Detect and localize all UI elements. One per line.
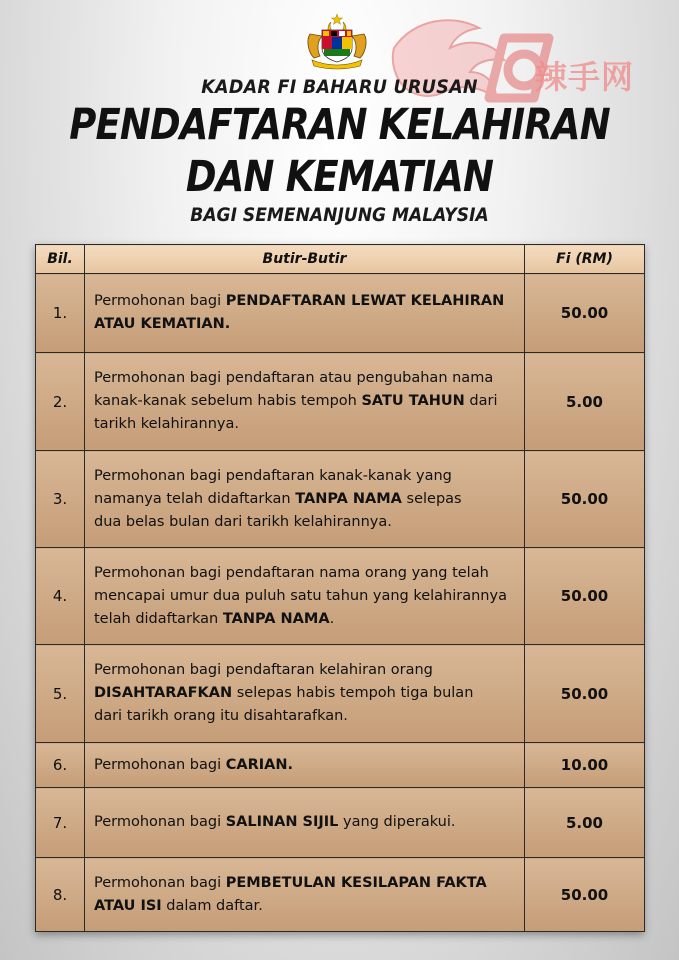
table-row bbox=[36, 645, 645, 743]
row-fee: 50.00 bbox=[525, 645, 645, 743]
text: kanak-kanak sebelum habis tempoh bbox=[94, 393, 362, 409]
row-number: 5. bbox=[36, 645, 85, 743]
header-bil: Bil. bbox=[36, 245, 85, 274]
bold-text: PENDAFTARAN LEWAT KELAHIRAN bbox=[225, 293, 505, 309]
text: dalam daftar. bbox=[161, 897, 263, 914]
bold-text: PEMBETULAN KESILAPAN FAKTA bbox=[225, 874, 487, 891]
table-row bbox=[36, 274, 645, 353]
row-number: 1. bbox=[36, 274, 85, 353]
text: dari tarikh orang itu disahtarafkan. bbox=[94, 708, 348, 724]
table-header-row bbox=[36, 245, 645, 274]
text: Permohonan bagi pendaftaran nama orang yang telah bbox=[94, 564, 489, 581]
header-butir: Butir-Butir bbox=[85, 245, 525, 274]
row-description bbox=[85, 353, 525, 451]
bold-text: SALINAN SIJIL bbox=[225, 814, 339, 830]
row-description bbox=[85, 788, 525, 858]
fee-table-container bbox=[35, 244, 644, 932]
row-number: 7. bbox=[36, 788, 85, 858]
row-fee: 50.00 bbox=[525, 451, 645, 548]
malaysia-coat-of-arms-icon bbox=[304, 12, 370, 70]
row-fee: 5.00 bbox=[525, 353, 645, 451]
text: telah didaftarkan bbox=[94, 610, 223, 627]
row-number: 8. bbox=[36, 858, 85, 932]
row-description bbox=[85, 858, 525, 932]
row-number: 3. bbox=[36, 451, 85, 548]
bold-text: ATAU ISI bbox=[94, 897, 162, 914]
row-fee: 5.00 bbox=[525, 788, 645, 858]
table-row bbox=[36, 548, 645, 645]
bold-text: SATU TAHUN bbox=[361, 393, 465, 409]
bold-text: DISAHTARAFKAN bbox=[94, 685, 233, 701]
table-row bbox=[36, 451, 645, 548]
text: dua belas bulan dari tarikh kelahirannya. bbox=[94, 513, 392, 530]
table-row bbox=[36, 353, 645, 451]
page-title-line-1: PENDAFTARAN KELAHIRAN bbox=[69, 100, 610, 150]
table-row bbox=[36, 858, 645, 932]
row-description bbox=[85, 743, 525, 788]
text: dari bbox=[464, 393, 498, 409]
row-number: 6. bbox=[36, 743, 85, 788]
row-description bbox=[85, 548, 525, 645]
text: selepas bbox=[401, 490, 462, 507]
watermark-text: 辣手网 bbox=[535, 58, 635, 96]
text: tarikh kelahirannya. bbox=[94, 416, 239, 432]
page-subtitle: BAGI SEMENANJUNG MALAYSIA bbox=[190, 204, 489, 226]
row-fee: 50.00 bbox=[525, 274, 645, 353]
row-fee: 10.00 bbox=[525, 743, 645, 788]
text: mencapai umur dua puluh satu tahun yang kelahirannya bbox=[94, 587, 507, 604]
text: namanya telah didaftarkan bbox=[94, 490, 296, 507]
table-row bbox=[36, 743, 645, 788]
bold-text: TANPA NAMA bbox=[222, 610, 330, 627]
text: Permohonan bagi pendaftaran atau pengubahan nama bbox=[94, 370, 494, 386]
text: . bbox=[329, 610, 335, 627]
bold-text: ATAU KEMATIAN. bbox=[94, 316, 231, 332]
row-number: 4. bbox=[36, 548, 85, 645]
text: Permohonan bagi bbox=[94, 814, 226, 830]
text: Permohonan bagi pendaftaran kelahiran orang bbox=[94, 662, 433, 678]
row-number: 2. bbox=[36, 353, 85, 451]
row-description bbox=[85, 451, 525, 548]
row-description bbox=[85, 274, 525, 353]
header-fi: Fi (RM) bbox=[525, 245, 645, 274]
text: Permohonan bagi bbox=[94, 293, 226, 309]
row-description bbox=[85, 645, 525, 743]
text: Permohonan bagi bbox=[94, 756, 226, 773]
bold-text: CARIAN. bbox=[225, 756, 294, 773]
bold-text: TANPA NAMA bbox=[295, 490, 402, 507]
page-title-line-2: DAN KEMATIAN bbox=[185, 152, 494, 202]
text: Permohonan bagi pendaftaran kanak-kanak yang bbox=[94, 467, 452, 484]
row-fee: 50.00 bbox=[525, 858, 645, 932]
text: Permohonan bagi bbox=[94, 874, 226, 891]
row-fee: 50.00 bbox=[525, 548, 645, 645]
text: yang diperakui. bbox=[338, 814, 456, 830]
header-kadar: KADAR FI BAHARU URUSAN bbox=[201, 76, 478, 98]
table-row bbox=[36, 788, 645, 858]
fee-table bbox=[35, 244, 645, 932]
text: selepas habis tempoh tiga bulan bbox=[232, 685, 474, 701]
